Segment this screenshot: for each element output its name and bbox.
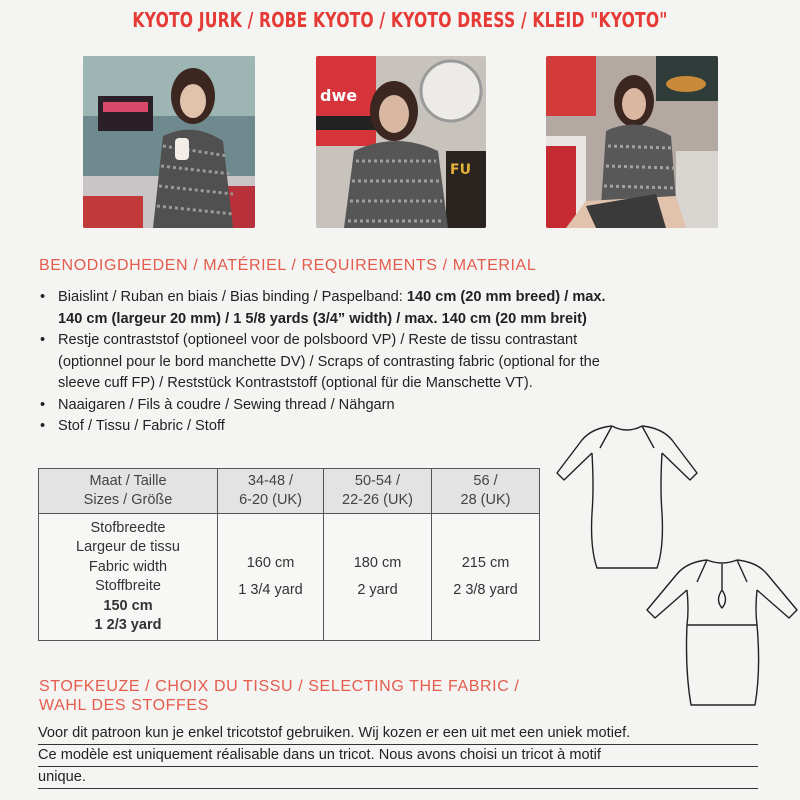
table-cell: 215 cm 2 3/8 yard <box>432 514 540 641</box>
diner-photo-back <box>316 56 486 228</box>
diner-photo-front <box>83 56 255 228</box>
fabric-heading <box>39 677 519 715</box>
bullet-icon: • <box>40 418 46 434</box>
table-header-row <box>39 469 540 514</box>
thread-text: Naaigaren / Fils à coudre / Sewing thread / Nähgarn <box>58 396 395 413</box>
table-header-cell: 56 / 28 (UK) <box>432 469 540 514</box>
dress-back-sketch <box>645 550 800 710</box>
svg-text:dwe: dwe <box>320 86 358 105</box>
contrast-fabric-line: (optionnel pour le bord manchette DV) / Scraps of contrasting fabric (optional for the <box>58 353 600 370</box>
paragraph-dutch: Voor dit patroon kun je enkel tricotstof gebruiken. Wij kozen er een uit met een uniek motief. <box>38 723 758 745</box>
bullet-icon: • <box>40 396 46 413</box>
bias-binding-amount-2: 140 cm (largeur 20 mm) / 1 5/8 yards (3/4” width) / max. 140 cm (20 mm breit) <box>58 310 587 327</box>
paragraph-french-2: unique. <box>38 767 758 789</box>
table-cell: 160 cm 1 3/4 yard <box>218 514 324 641</box>
diner-photo-seated <box>546 56 718 228</box>
list-item <box>38 330 758 395</box>
table-row <box>39 514 540 641</box>
fabric-text: Stof / Tissu / Fabric / Stoff <box>58 418 225 434</box>
paragraph-french-1: Ce modèle est uniquement réalisable dans un tricot. Nous avons choisi un tricot à motif <box>38 745 758 767</box>
table-header-cell: 50-54 / 22-26 (UK) <box>324 469 432 514</box>
requirements-list <box>38 287 758 438</box>
contrast-fabric-line: Restje contraststof (optioneel voor de polsboord VP) / Reste de tissu contrastant <box>58 332 578 348</box>
size-table <box>38 468 540 641</box>
table-cell: 180 cm 2 yard <box>324 514 432 641</box>
fabric-heading-line: WAHL DES STOFFES <box>39 697 209 714</box>
fabric-heading-line: STOFKEUZE / CHOIX DU TISSU / SELECTING THE FABRIC / <box>39 678 520 695</box>
bullet-icon: • <box>40 289 46 305</box>
table-row-label: Stofbreedte Largeur de tissu Fabric width Stoffbreite 150 cm 1 2/3 yard <box>39 514 218 641</box>
contrast-fabric-line: sleeve cuff FP) / Reststück Kontraststoff (optional für die Manschette VT). <box>58 375 533 391</box>
table-header-cell: Maat / Taille Sizes / Größe <box>39 469 218 514</box>
list-item <box>38 287 758 330</box>
requirements-heading: BENODIGDHEDEN / MATÉRIEL / REQUIREMENTS / MATERIAL <box>39 257 537 274</box>
bias-binding-text: Biaislint / Ruban en biais / Bias binding / Paspelband: <box>58 289 407 305</box>
bullet-icon: • <box>40 332 46 348</box>
svg-text:FU: FU <box>450 162 471 178</box>
table-header-cell: 34-48 / 6-20 (UK) <box>218 469 324 514</box>
page-title: KYOTO JURK / ROBE KYOTO / KYOTO DRESS / KLEID "KYOTO" <box>132 8 668 32</box>
bias-binding-amount: 140 cm (20 mm breed) / max. <box>406 289 606 305</box>
fabric-paragraphs <box>38 723 758 789</box>
list-item <box>38 395 758 417</box>
